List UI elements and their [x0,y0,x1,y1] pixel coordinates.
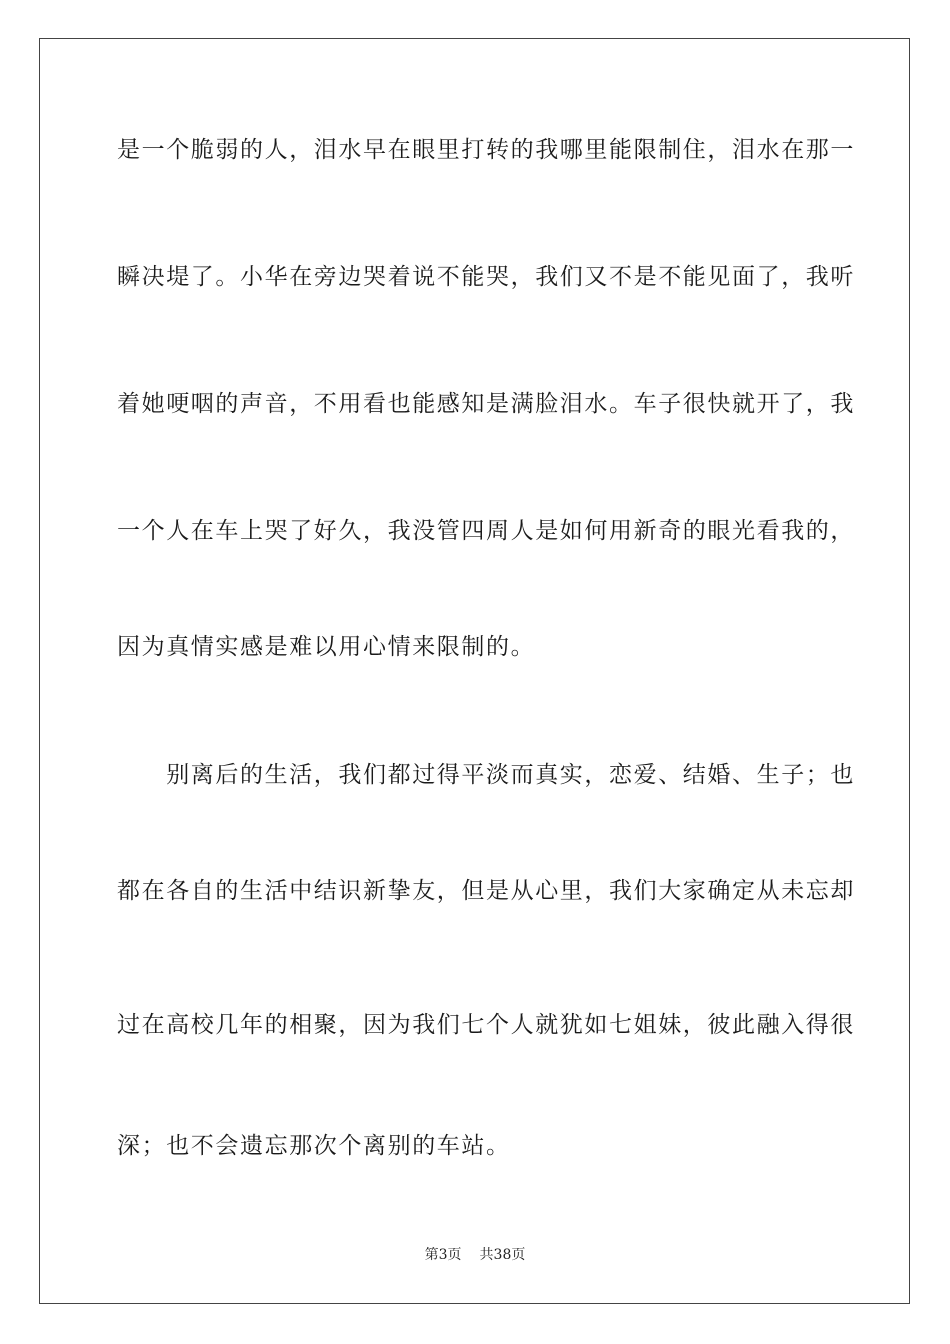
text-line: 着她哽咽的声音，不用看也能感知是满脸泪水。车子很快就开了，我 [117,391,855,417]
text-line: 别离后的生活，我们都过得平淡而真实，恋爱、结婚、生子；也 [117,762,855,788]
page-frame [39,38,910,1304]
text-line: 因为真情实感是难以用心情来限制的。 [117,634,536,660]
page-number: 第3页 [424,1247,462,1263]
page-total: 共38页 [479,1247,526,1263]
text-line: 都在各自的生活中结识新挚友，但是从心里，我们大家确定从未忘却 [117,878,855,904]
text-line: 一个人在车上哭了好久，我没管四周人是如何用新奇的眼光看我的， [117,518,855,544]
page-footer [0,1245,950,1265]
text-line: 深；也不会遗忘那次个离别的车站。 [117,1133,511,1159]
text-line: 是一个脆弱的人，泪水早在眼里打转的我哪里能限制住，泪水在那一 [117,137,855,163]
text-line: 瞬决堤了。小华在旁边哭着说不能哭，我们又不是不能见面了，我听 [117,264,855,290]
text-line: 过在高校几年的相聚，因为我们七个人就犹如七姐妹，彼此融入得很 [117,1012,855,1038]
